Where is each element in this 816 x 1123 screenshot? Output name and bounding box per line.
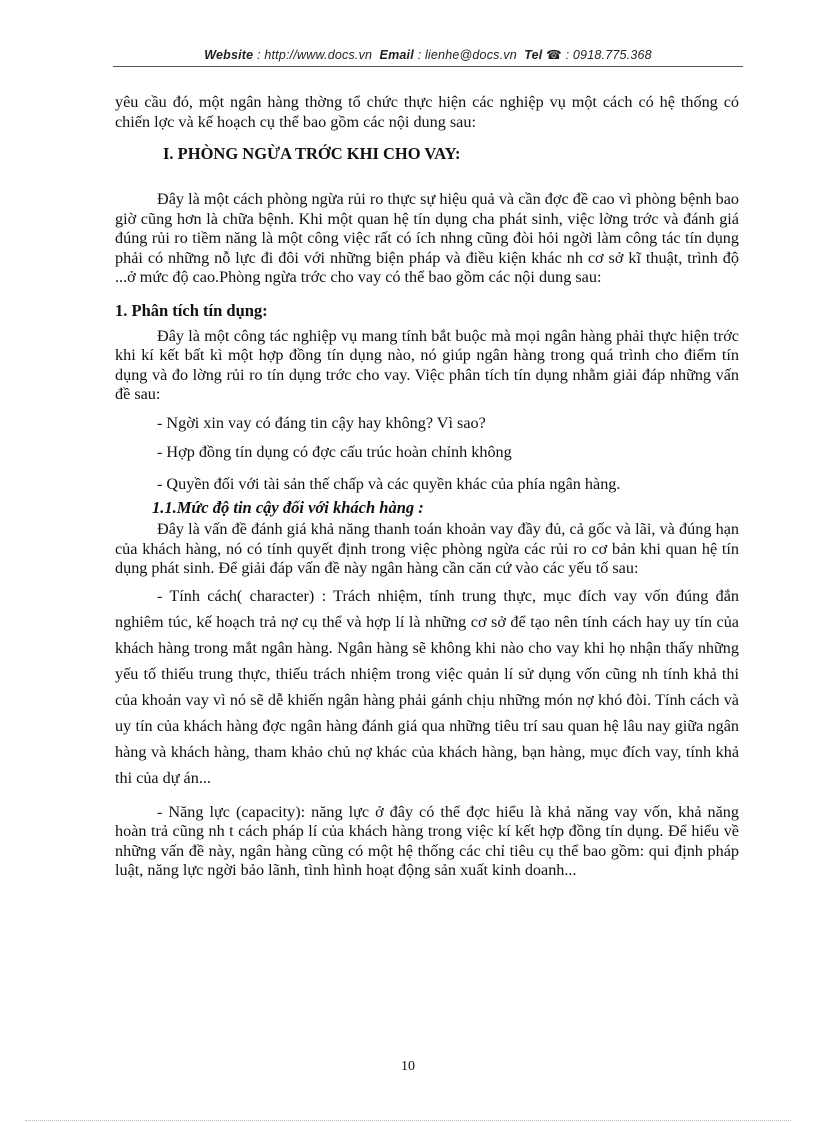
bullet-item: - Hợp đồng tín dụng có đợc cấu trúc hoàn chỉnh không bbox=[157, 443, 512, 461]
email-value[interactable]: : lienhe@docs.vn bbox=[417, 48, 517, 62]
header-divider bbox=[113, 66, 743, 67]
footer-divider bbox=[25, 1120, 791, 1121]
section-paragraph: Đây là một cách phòng ngừa rủi ro thực sự hiệu quả và cần đợc đề cao vì phòng bệnh bao giờ cũng hơn là chữa bệnh. Khi một quan hệ tín dụng cha phát sinh, việc lờng trớc và đánh giá đúng rủi ro tiềm năng là một công việc rất có ích nhng cũng đòi hỏi ngời làm công tác tín dụng phải có những nỗ lực đi đôi với những biện pháp và điều kiện khác nh cơ sở kĩ thuật, trình độ ...ở mức độ cao.Phòng ngừa trớc cho vay có thể bao gồm các nội dung sau: bbox=[115, 190, 739, 286]
website-label: Website bbox=[204, 48, 254, 62]
intro-paragraph: yêu cầu đó, một ngân hàng thờng tổ chức thực hiện các nghiệp vụ một cách có hệ thống có chiến lợc và kế hoạch cụ thể bao gồm các nội dung sau: bbox=[115, 93, 739, 131]
tel-label: Tel ☎ bbox=[524, 48, 562, 62]
capacity-paragraph: - Năng lực (capacity): năng lực ở đây có thể đợc hiểu là khả năng vay vốn, khả năng hoàn trả cũng nh t cách pháp lí của khách hàng trong việc kí kết hợp đồng tín dụng. Để hiểu về những vấn đề này, ngân hàng cũng có một hệ thống các chỉ tiêu cụ thể bao gồm: qui định pháp luật, năng lực ngời bảo lãnh, tình hình hoạt động sản xuất kinh doanh... bbox=[115, 802, 739, 879]
website-value[interactable]: : http://www.docs.vn bbox=[257, 48, 373, 62]
tel-value: : 0918.775.368 bbox=[565, 48, 652, 62]
bullet-item: - Ngời xin vay có đáng tin cậy hay không? Vì sao? bbox=[157, 413, 486, 432]
page-header bbox=[113, 47, 743, 62]
bullet-item: - Quyền đối với tài sản thế chấp và các quyền khác của phía ngân hàng. bbox=[157, 474, 621, 493]
credit-analysis-paragraph: Đây là một công tác nghiệp vụ mang tính bắt buộc mà mọi ngân hàng phải thực hiện trớc khi kí kết bất kì một hợp đồng tín dụng nào, nó giúp ngân hàng trong quá trình cho điểm tín dụng và đo lờng rủi ro tín dụng trớc cho vay. Việc phân tích tín dụng nhằm giải đáp những vấn đề sau: bbox=[115, 326, 739, 403]
heading-reliability: 1.1.Mức độ tin cậy đối với khách hàng : bbox=[152, 498, 424, 517]
character-paragraph: - Tính cách( character) : Trách nhiệm, tính trung thực, mục đích vay vốn đúng đắn nghiêm túc, kế hoạch trả nợ cụ thể và hợp lí là những cơ sở để tạo nên tính cách hay uy tín của khách hàng trong mắt ngân hàng. Ngân hàng sẽ không khi nào cho vay khi họ nhận thấy những yếu tố thiếu trung thực, thiếu trách nhiệm trong việc quản lí sử dụng vốn cũng nh tính khả thi của khoản vay vì nó sẽ dễ khiến ngân hàng phải gánh chịu những món nợ khó đòi. Tính cách và uy tín của khách hàng đợc ngân hàng đánh giá qua những tiêu trí sau quan hệ lâu nay giữa ngân hàng và khách hàng, tham khảo chủ nợ khác của khách hàng, bạn hàng, mục đích vay, tính khả thi của dự án... bbox=[115, 586, 739, 787]
page-number: 10 bbox=[401, 1059, 415, 1074]
section-title: I. PHÒNG NGỪA TRỚC KHI CHO VAY: bbox=[163, 144, 461, 163]
heading-credit-analysis: 1. Phân tích tín dụng: bbox=[115, 300, 268, 320]
document-body bbox=[115, 93, 739, 881]
email-label: Email bbox=[379, 48, 414, 62]
reliability-paragraph: Đây là vấn đề đánh giá khả năng thanh toán khoản vay đầy đủ, cả gốc và lãi, và đúng hạn của khách hàng, nó có tính quyết định trong việc phòng ngừa các rủi ro cơ bản khi quan hệ tín dụng phát sinh. Để giải đáp vấn đề này ngân hàng cần căn cứ vào các yếu tố sau: bbox=[115, 520, 739, 577]
